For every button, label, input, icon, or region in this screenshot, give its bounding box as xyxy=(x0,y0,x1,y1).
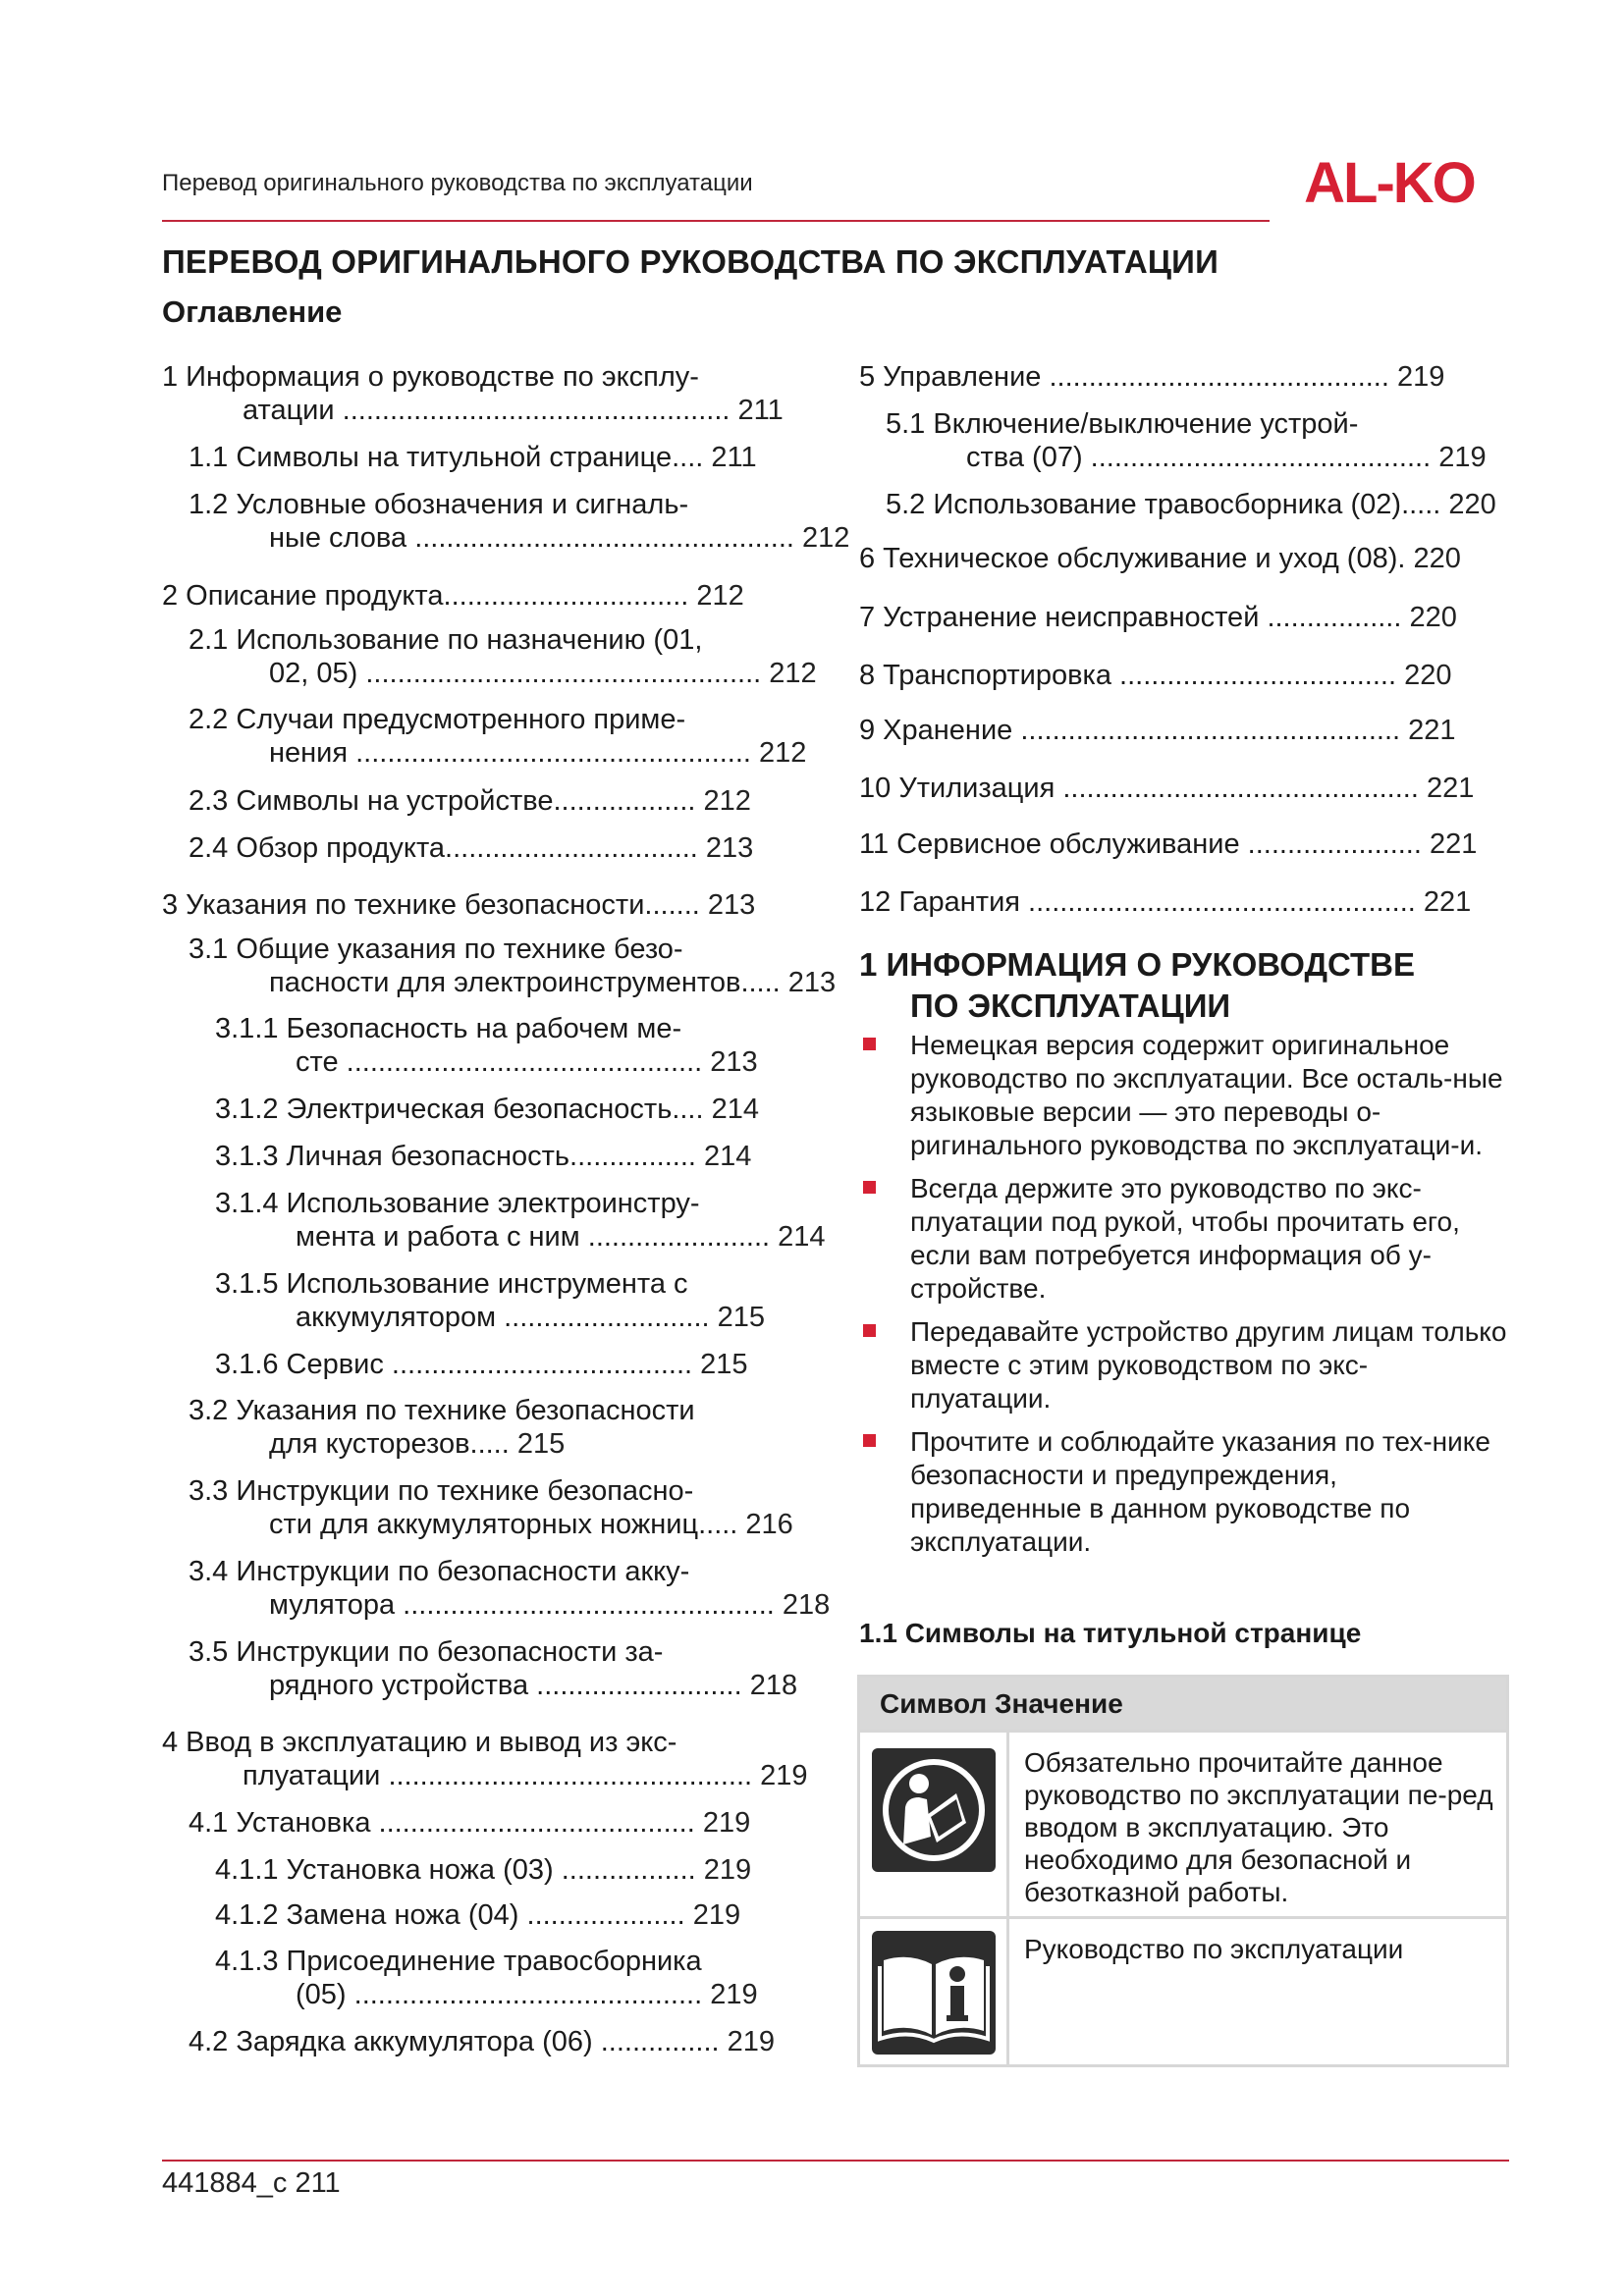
toc-entry[interactable] xyxy=(859,772,1474,805)
toc-heading: Оглавление xyxy=(162,294,343,329)
toc-entry-text: 3.1.2 Электрическая безопасность.... 214 xyxy=(215,1094,759,1125)
document-title: ПЕРЕВОД ОРИГИНАЛЬНОГО РУКОВОДСТВА ПО ЭКСПЛУАТАЦИИ xyxy=(162,243,1218,280)
toc-page-number: 219 xyxy=(727,2026,776,2057)
toc-entry-text: сти для аккумуляторных ножниц..... 216 xyxy=(269,1509,793,1540)
bullet-square-icon xyxy=(863,1038,876,1050)
toc-page-number: 219 xyxy=(760,1760,808,1791)
toc-page-number: 215 xyxy=(700,1349,748,1380)
toc-entry-text: 8 Транспортировка ................................... 220 xyxy=(859,660,1452,691)
toc-page-number: 213 xyxy=(787,967,837,998)
bullet-square-icon xyxy=(863,1181,876,1194)
toc-entry[interactable] xyxy=(162,703,806,770)
toc-page-number: 219 xyxy=(710,1979,758,2010)
toc-entry-text: мулятора ............................................... 218 xyxy=(269,1589,831,1621)
toc-leader-dots: ............................... xyxy=(443,580,697,612)
toc-page-number: 211 xyxy=(711,442,757,473)
toc-entry-text: 3.1.1 Безопасность на рабочем ме- xyxy=(215,1013,682,1044)
toc-entry-text: 11 Сервисное обслуживание ...................... 221 xyxy=(859,828,1478,860)
toc-entry-text: 3.5 Инструкции по безопасности за- xyxy=(189,1636,664,1668)
subsection-1-1-title: 1.1 Символы на титульной странице xyxy=(859,1618,1362,1648)
list-item: Всегда держите это руководство по экс-плуатации под рукой, чтобы прочитать его, если вам потребуется информация об у-стройстве. xyxy=(859,1172,1507,1306)
toc-entry[interactable] xyxy=(162,1635,797,1702)
toc-entry[interactable] xyxy=(162,1945,758,2011)
toc-page-number: 212 xyxy=(759,737,807,769)
table-row xyxy=(860,1730,1506,1916)
toc-page-number: 221 xyxy=(1423,886,1472,918)
toc-page-number: 215 xyxy=(717,1302,766,1333)
toc-entry[interactable] xyxy=(859,659,1451,692)
table-row xyxy=(860,1916,1506,2064)
toc-entry-text: 10 Утилизация ............................................. 221 xyxy=(859,773,1475,804)
header-rule xyxy=(162,220,1270,222)
toc-entry-text: 4 Ввод в эксплуатацию и вывод из экс- xyxy=(162,1727,677,1758)
list-item: Передавайте устройство другим лицам только вместе с этим руководством по экс-плуатации. xyxy=(859,1315,1507,1415)
toc-leader-dots: .......................... xyxy=(528,1670,750,1701)
toc-entry[interactable] xyxy=(162,1140,751,1173)
toc-entry[interactable] xyxy=(162,1012,758,1079)
toc-entry-text: 6 Техническое обслуживание и уход (08). 220 xyxy=(859,543,1461,574)
toc-entry[interactable] xyxy=(162,1474,793,1541)
toc-entry-text: плуатации .............................................. 219 xyxy=(243,1760,808,1791)
section-1-title-line1: 1 ИНФОРМАЦИЯ О РУКОВОДСТВЕ xyxy=(859,946,1416,983)
toc-leader-dots: ............................................ xyxy=(346,1979,711,2010)
toc-page-number: 221 xyxy=(1429,828,1478,860)
toc-leader-dots: ..... xyxy=(469,1428,517,1460)
section-1-title-line2: ПО ЭКСПЛУАТАЦИИ xyxy=(910,988,1231,1024)
toc-entry-text: рядного устройства .......................... 218 xyxy=(269,1670,798,1701)
toc-page-number: 212 xyxy=(696,580,744,612)
bullet-square-icon xyxy=(863,1434,876,1447)
toc-entry-text: 12 Гарантия ................................................. 221 xyxy=(859,886,1472,918)
toc-entry-text: 3.1.6 Сервис ...................................... 215 xyxy=(215,1349,748,1380)
toc-page-number: 221 xyxy=(1426,773,1475,804)
toc-entry[interactable] xyxy=(859,407,1487,474)
toc-entry[interactable] xyxy=(162,831,753,865)
toc-page-number: 211 xyxy=(737,395,784,426)
running-header: Перевод оригинального руководства по эксплуатации xyxy=(162,170,753,196)
toc-leader-dots: ................................................ xyxy=(1012,715,1409,746)
toc-entry[interactable] xyxy=(162,1726,808,1792)
read-manual-icon xyxy=(870,1746,998,1874)
toc-entry[interactable] xyxy=(162,1898,740,1932)
svg-text:AL-KO: AL-KO xyxy=(1304,153,1475,212)
toc-entry[interactable] xyxy=(162,1348,748,1381)
toc-leader-dots: ............................................... xyxy=(395,1589,783,1621)
toc-leader-dots: .... xyxy=(672,442,712,473)
toc-entry-text: ные слова ................................................ 212 xyxy=(269,522,850,554)
symbol-table xyxy=(857,1675,1509,2067)
toc-page-number: 218 xyxy=(782,1589,831,1621)
al-ko-logo xyxy=(1281,153,1497,212)
toc-entry-text: 02, 05) .................................................. 212 xyxy=(269,658,817,689)
toc-entry[interactable] xyxy=(162,579,744,613)
toc-entry[interactable] xyxy=(859,601,1457,634)
toc-page-number: 213 xyxy=(705,832,754,864)
toc-entry-text: 1.2 Условные обозначения и сигналь- xyxy=(189,489,689,520)
toc-entry-text: аккумулятором .......................... 215 xyxy=(296,1302,766,1333)
toc-entry[interactable] xyxy=(162,623,817,690)
toc-leader-dots: .... xyxy=(672,1094,712,1125)
toc-page-number: 214 xyxy=(704,1141,752,1172)
toc-entry-text: нения .................................................. 212 xyxy=(269,737,807,769)
toc-page-number: 214 xyxy=(778,1221,826,1253)
list-item: Немецкая версия содержит оригинальное руководство по эксплуатации. Все осталь-ные языковые версии — это переводы о-ригинального руководства по эксплуатаци-и. xyxy=(859,1029,1507,1162)
toc-leader-dots: ................................... xyxy=(1110,660,1405,691)
toc-entry-text: 5.1 Включение/выключение устрой- xyxy=(886,408,1359,440)
toc-entry-text: атации ................................................. 211 xyxy=(243,395,784,426)
toc-entry[interactable] xyxy=(859,828,1477,861)
toc-page-number: 215 xyxy=(516,1428,566,1460)
manual-book-icon xyxy=(870,1929,998,2056)
toc-entry[interactable] xyxy=(162,933,836,999)
toc-entry[interactable] xyxy=(162,1853,751,1887)
toc-leader-dots: ........................................ xyxy=(370,1807,703,1839)
toc-page-number: 213 xyxy=(707,889,756,921)
toc-page-number: 219 xyxy=(702,1807,751,1839)
toc-entry-text: 2.3 Символы на устройстве.................. 212 xyxy=(189,785,751,817)
toc-entry-text: 7 Устранение неисправностей ................. 220 xyxy=(859,602,1457,633)
toc-entry-text: 4.2 Зарядка аккумулятора (06) ............... 219 xyxy=(189,2026,776,2057)
toc-entry[interactable] xyxy=(162,1555,830,1622)
toc-leader-dots xyxy=(1405,543,1413,574)
toc-page-number: 213 xyxy=(710,1046,758,1078)
toc-entry-text: пасности для электроинструментов..... 213 xyxy=(269,967,837,998)
toc-entry[interactable] xyxy=(162,888,755,922)
toc-page-number: 219 xyxy=(703,1854,752,1886)
toc-page-number: 214 xyxy=(711,1094,759,1125)
toc-page-number: 219 xyxy=(1438,442,1487,473)
toc-leader-dots: ..... xyxy=(698,1509,746,1540)
toc-entry-text: 2.1 Использование по назначению (01, xyxy=(189,624,703,656)
toc-entry-text: 2 Описание продукта............................... 212 xyxy=(162,580,744,612)
toc-page-number: 220 xyxy=(1448,489,1496,520)
toc-entry-text: 3.1.4 Использование электроинстру- xyxy=(215,1188,700,1219)
toc-entry[interactable] xyxy=(859,885,1471,919)
toc-page-number: 220 xyxy=(1409,602,1457,633)
toc-leader-dots: ....................... xyxy=(579,1221,779,1253)
toc-entry[interactable] xyxy=(859,714,1456,747)
toc-entry-text: 4.1 Установка ........................................ 219 xyxy=(189,1807,751,1839)
toc-entry-text: 2.2 Случаи предусмотренного приме- xyxy=(189,704,686,735)
toc-entry[interactable] xyxy=(859,488,1496,521)
toc-leader-dots: ...................................... xyxy=(383,1349,701,1380)
toc-entry-text: 9 Хранение ................................................ 221 xyxy=(859,715,1456,746)
toc-leader-dots: .......................... xyxy=(496,1302,718,1333)
toc-entry[interactable] xyxy=(162,1093,759,1126)
toc-entry-text: 3.1 Общие указания по технике безо- xyxy=(189,934,683,965)
toc-entry-text: 4.1.2 Замена ножа (04) .................... 219 xyxy=(215,1899,741,1931)
toc-entry[interactable] xyxy=(162,360,784,427)
toc-entry[interactable] xyxy=(162,1806,750,1840)
list-item: Прочтите и соблюдайте указания по тех-нике безопасности и предупреждения, приведенные в данном руководстве по эксплуатации. xyxy=(859,1425,1507,1559)
toc-entry-text: 2.4 Обзор продукта................................ 213 xyxy=(189,832,754,864)
toc-leader-dots: ...................... xyxy=(1239,828,1430,860)
toc-leader-dots: .................... xyxy=(518,1899,693,1931)
symbol-meaning: Обязательно прочитайте данное руководство по эксплуатации пе-ред вводом в эксплуатацию. Это необходимо для безопасной и безотказной работы. xyxy=(1024,1747,1493,1907)
toc-leader-dots: .................. xyxy=(553,785,704,817)
symbol-meaning: Руководство по эксплуатации xyxy=(1024,1934,1404,1964)
toc-entry-text: сте ............................................. 213 xyxy=(296,1046,758,1078)
toc-page-number: 220 xyxy=(1413,543,1461,574)
toc-entry[interactable] xyxy=(162,1394,695,1461)
toc-leader-dots: .................................................. xyxy=(348,737,760,769)
toc-page-number: 219 xyxy=(692,1899,741,1931)
toc-entry-text: 3.3 Инструкции по технике безопасно- xyxy=(189,1475,694,1507)
toc-page-number: 216 xyxy=(745,1509,793,1540)
toc-page-number: 212 xyxy=(802,522,850,554)
toc-entry-text: мента и работа с ним ....................... 214 xyxy=(296,1221,826,1253)
toc-page-number: 218 xyxy=(749,1670,798,1701)
toc-entry[interactable] xyxy=(162,441,757,474)
toc-page-number: 212 xyxy=(703,785,751,817)
section-1-title xyxy=(859,944,1415,1027)
toc-page-number: 212 xyxy=(769,658,817,689)
footer-doc-code: 441884_c 211 xyxy=(162,2167,341,2199)
toc-leader-dots: .............................................. xyxy=(380,1760,761,1791)
toc-entry-text: 1 Информация о руководстве по эксплу- xyxy=(162,361,699,393)
toc-leader-dots: ............................................. xyxy=(1055,773,1427,804)
toc-leader-dots: ................................................ xyxy=(406,522,802,554)
toc-entry[interactable] xyxy=(162,784,751,818)
toc-entry-text: 4.1.3 Присоединение травосборника xyxy=(215,1946,702,1977)
toc-leader-dots: .................................................. xyxy=(357,658,770,689)
toc-leader-dots: ................ xyxy=(569,1141,705,1172)
toc-leader-dots: ............................................. xyxy=(338,1046,711,1078)
toc-leader-dots: ....... xyxy=(644,889,708,921)
toc-leader-dots: ................. xyxy=(1259,602,1410,633)
footer-rule xyxy=(162,2160,1509,2162)
toc-leader-dots: ............... xyxy=(592,2026,728,2057)
toc-leader-dots: ................. xyxy=(553,1854,704,1886)
toc-leader-dots: ........................................... xyxy=(1082,442,1439,473)
toc-page-number: 219 xyxy=(1396,361,1445,393)
toc-entry-text: 3.1.5 Использование инструмента с xyxy=(215,1268,688,1300)
toc-entry-text: 3.4 Инструкции по безопасности акку- xyxy=(189,1556,690,1587)
toc-entry-text: 1.1 Символы на титульной странице.... 211 xyxy=(189,442,757,473)
toc-leader-dots: ........................................... xyxy=(1041,361,1397,393)
toc-entry-text: 5.2 Использование травосборника (02)..... 220 xyxy=(886,489,1496,520)
toc-entry[interactable] xyxy=(162,2025,775,2058)
toc-leader-dots: ................................................. xyxy=(334,395,738,426)
toc-entry-text: 3 Указания по технике безопасности....... 213 xyxy=(162,889,756,921)
toc-entry-text: (05) ............................................ 219 xyxy=(296,1979,758,2010)
toc-entry[interactable] xyxy=(162,488,849,555)
toc-entry[interactable] xyxy=(162,1267,765,1334)
toc-leader-dots: ................................................. xyxy=(1019,886,1424,918)
toc-page-number: 220 xyxy=(1404,660,1452,691)
section-1-bullets xyxy=(859,1029,1507,1569)
toc-entry-text: 3.2 Указания по технике безопасности xyxy=(189,1395,695,1426)
bullet-square-icon xyxy=(863,1324,876,1337)
toc-leader-dots: ................................ xyxy=(445,832,706,864)
toc-entry-text: 3.1.3 Личная безопасность................ 214 xyxy=(215,1141,752,1172)
toc-leader-dots: ..... xyxy=(740,967,788,998)
toc-entry-text: для кусторезов..... 215 xyxy=(269,1428,566,1460)
toc-entry[interactable] xyxy=(859,542,1461,575)
toc-page-number: 221 xyxy=(1408,715,1456,746)
toc-leader-dots: ..... xyxy=(1401,489,1449,520)
toc-entry[interactable] xyxy=(859,360,1444,394)
toc-entry-text: 5 Управление ........................................... 219 xyxy=(859,361,1445,393)
toc-entry-text: ства (07) ........................................... 219 xyxy=(966,442,1487,473)
toc-entry-text: 4.1.1 Установка ножа (03) ................. 219 xyxy=(215,1854,752,1886)
symbol-table-header: Символ Значение xyxy=(860,1678,1506,1730)
toc-entry[interactable] xyxy=(162,1187,826,1254)
